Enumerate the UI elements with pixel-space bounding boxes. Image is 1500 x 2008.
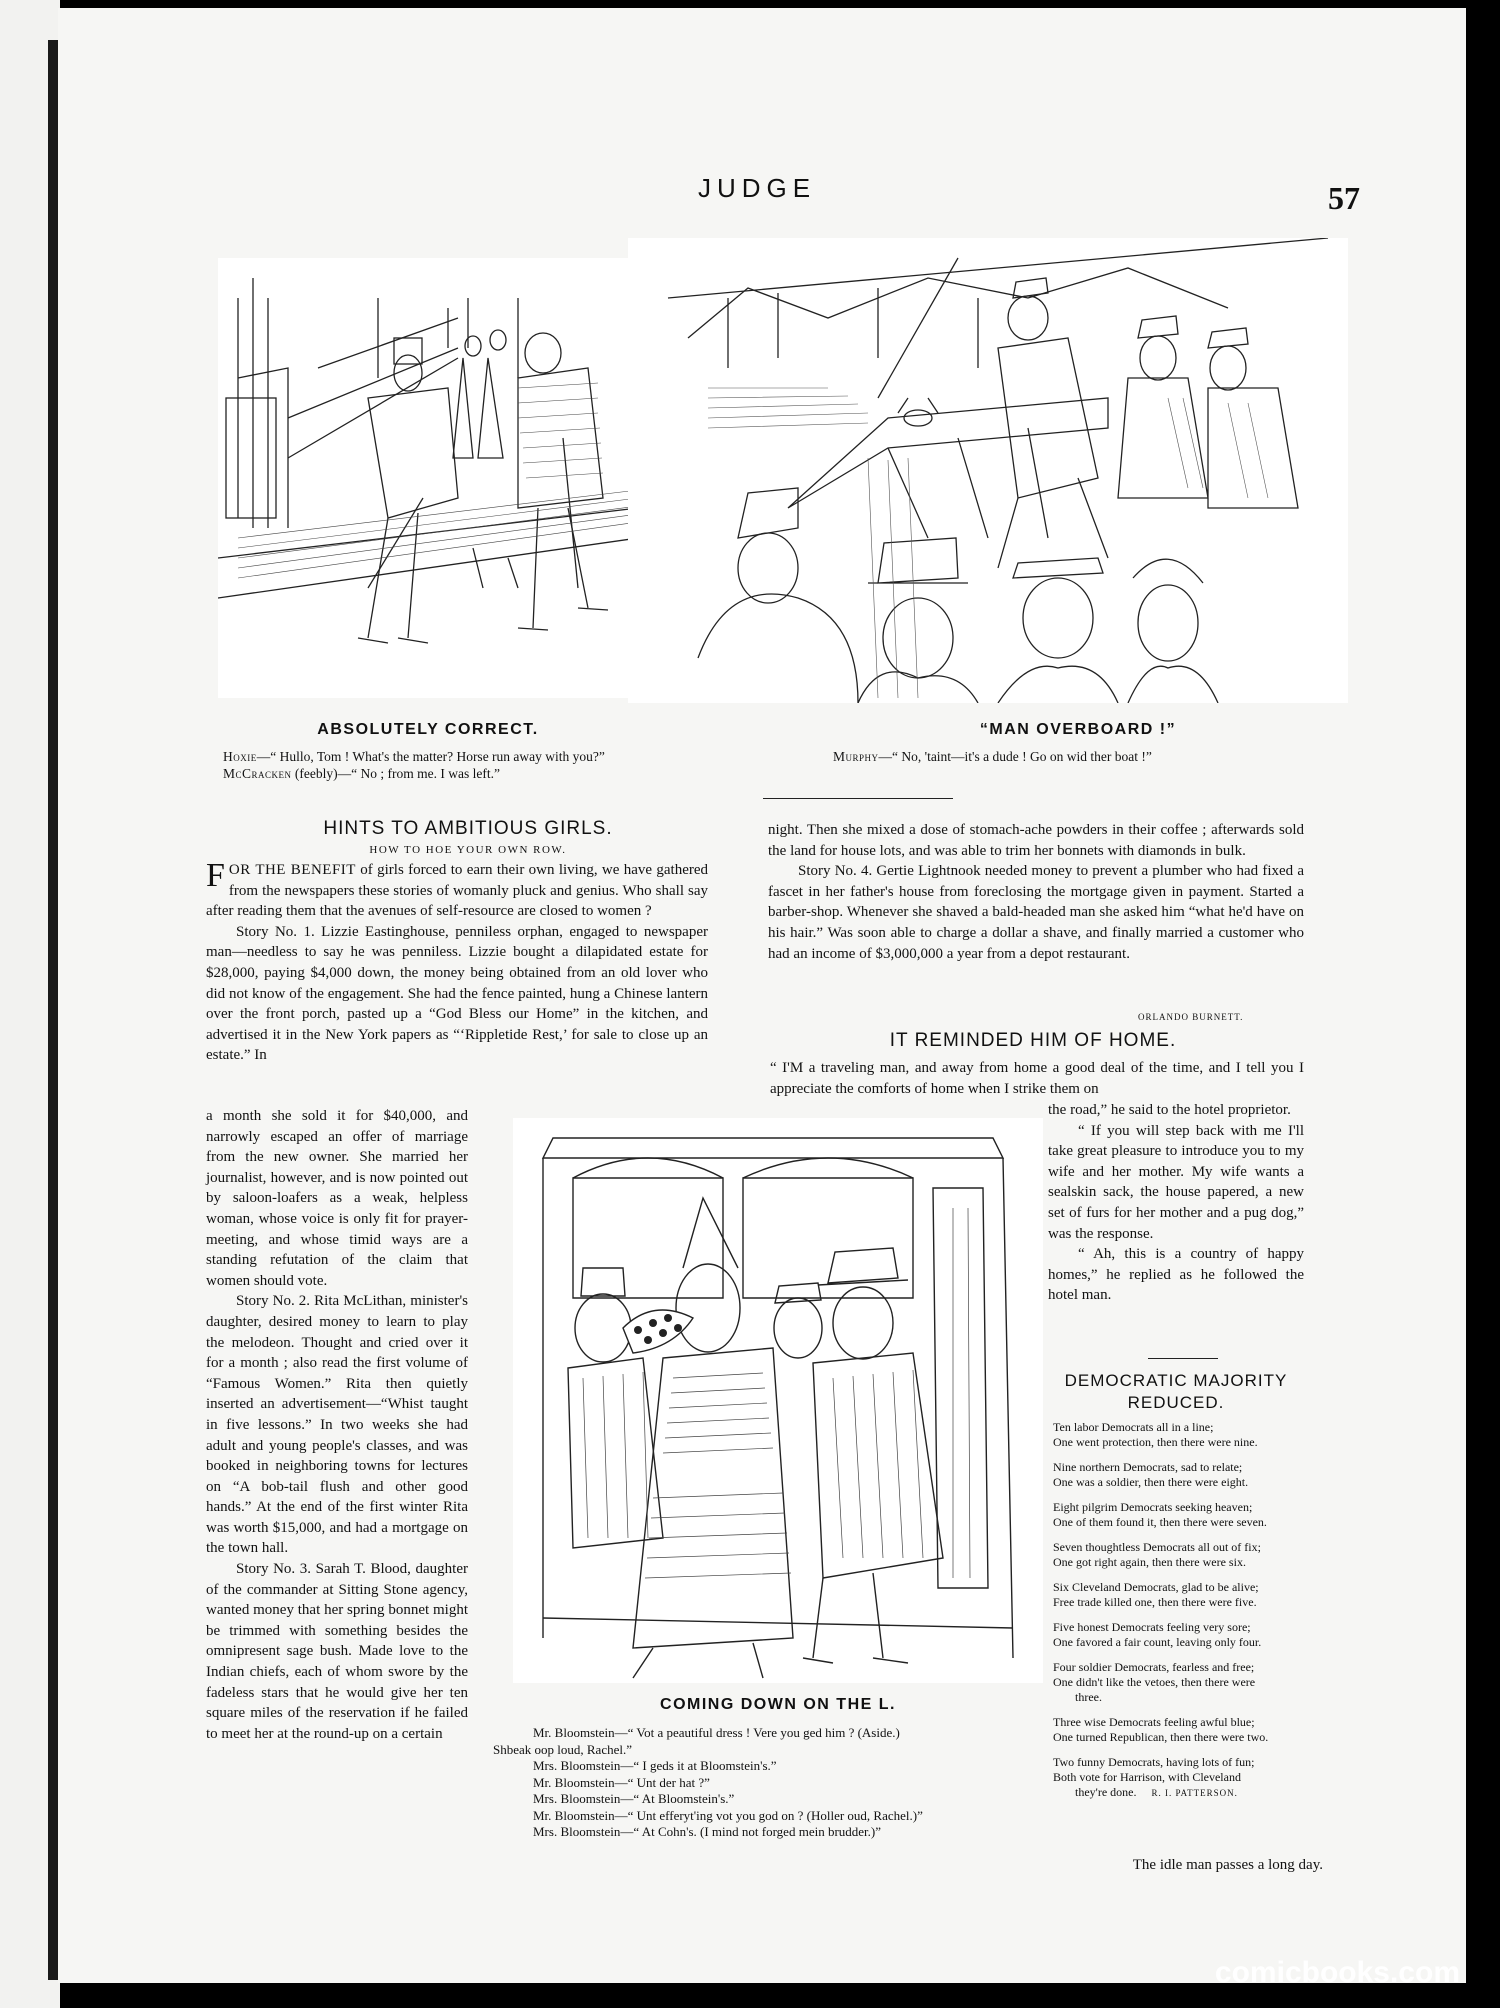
poem-stanza: Four soldier Democrats, fearless and free; One didn't like the vetoes, then there were three. [1053,1660,1256,1704]
hints-intro: FOR THE BENEFIT of girls forced to earn their own living, we have gathered from the newspapers these stories of womanly pluck and genius. Who shall say after reading them that the avenues of self-resource are closed to women ? [206,857,708,920]
poem-stanza: Five honest Democrats feeling very sore; One favored a fair count, leaving only four. [1053,1620,1262,1649]
poem-signature: R. I. PATTERSON. [1151,1788,1238,1798]
cartoon-absolutely-correct [218,258,638,698]
home-para-3: “ Ah, this is a country of happy homes,” he replied as he followed the hotel man. [1048,1246,1304,1304]
center-line-3: Mrs. Bloomstein—“ I geds it at Bloomstein's.” [533,1758,777,1773]
home-para-2: “ If you will step back with me I'll take great pleasure to introduce you to my wife and her mother. My wife wants a sealskin sack, the house papered, a new set of furs for her mother and a pug dog,” was the response. [1048,1122,1304,1242]
center-line-4: Mr. Bloomstein—“ Unt der hat ?” [533,1774,710,1790]
poem-body [1053,1420,1313,1811]
hints-story-2: Story No. 2. Rita McLithan, minister's daughter, desired money to learn to play the melodeon. Thought and cried over it for a month ; also read the first volume of “Famous Women.” Rita then quietly inserted an advertisement—“Whist taught in five lessons.” In two weeks she had adult and young people's classes, and was booked in neighboring towns for lectures on “A bob-tail flush and other good hands.” At the end of the first winter Rita was worth $15,000, and had a mortgage on the town hall. [206,1293,468,1557]
cartoon-right-dialogue: Murphy—“ No, 'taint—it's a dude ! Go on wid ther boat !” [833,749,1152,764]
cartoon-man-overboard [628,238,1348,703]
cartoon-left-line-1: Hoxie—“ Hullo, Tom ! What's the matter? Horse run away with you?” [223,749,605,764]
poem-stanza: Three wise Democrats feeling awful blue; One turned Republican, then there were two. [1053,1715,1269,1744]
poem-title-line-2: REDUCED. [1127,1393,1225,1412]
divider-rule [763,798,953,799]
watermark-logo: comicbooks.com [1214,1956,1460,1989]
hints-story-1: Story No. 1. Lizzie Eastinghouse, penniless orphan, engaged to newspaper man—needless to say he was penniless. Lizzie bought a dilapidated estate for $28,000, paying $4,000 down, the money being obtained from an old lover who did not know of the engagement. She had the fence painted, hung a Chinese lantern over the front porch, pasted up a “God Bless our Home” in the kitchen, and advertised it in the New York papers as “‘Rippletide Rest,’ for sale to close up an estate.” In [206,923,708,1064]
hints-subtitle: HOW TO HOE YOUR OWN ROW. [369,844,567,856]
cartoon-left-drawing [218,258,638,698]
poem-stanza: Nine northern Democrats, sad to relate; One was a soldier, then there were eight. [1053,1460,1249,1489]
home-title: IT REMINDED HIM OF HOME. [889,1030,1177,1051]
masthead: JUDGE [698,173,817,203]
filler-line: The idle man passes a long day. [1132,1857,1323,1873]
home-para-1: “ I'M a traveling man, and away from home a good deal of the time, and I tell you I appreciate the comforts of home when I strike them on [770,1060,1304,1097]
poem-title-line-1: DEMOCRATIC MAJORITY [1064,1371,1288,1390]
home-narrow-column [1048,1100,1304,1306]
magazine-page [58,8,1466,1983]
poem-stanza: Six Cleveland Democrats, glad to be alive; Free trade killed one, then there were five. [1053,1580,1259,1609]
cartoon-right-title: “MAN OVERBOARD !” [979,721,1177,738]
poem-stanza: Two funny Democrats, having lots of fun; Both vote for Harrison, with Cleveland they're done. R. I. PATTERSON. [1053,1755,1255,1799]
poem-top-rule [1148,1358,1218,1359]
poem-stanza: Eight pilgrim Democrats seeking heaven; One of them found it, then there were seven. [1053,1500,1267,1529]
center-line-6: Mr. Bloomstein—“ Unt efferyt'ing vot you god on ? (Holler oud, Rachel.)” [533,1807,923,1823]
cartoon-center-dialogue [493,1725,1053,1841]
hints-story-1-cont: a month she sold it for $40,000, and narrowly escaped an offer of marriage from the new owner. She married her journalist, however, and is now pointed out by saloon-loafers as a weak, helpless woman, whose voice is only fit for prayer-meeting, and whose timid ways are a standing refutation of the claim that women should vote. [206,1108,468,1289]
center-line-5: Mrs. Bloomstein—“ At Bloomstein's.” [533,1791,735,1806]
center-line-2: Shbeak oop loud, Rachel.” [493,1741,632,1757]
cartoon-left-line-2: McCracken (feebly)—“ No ; from me. I was left.” [223,766,500,781]
center-line-1: Mr. Bloomstein—“ Vot a peautiful dress ! Vere you ged him ? (Aside.) [533,1725,900,1740]
cartoon-coming-down-on-the-l [513,1118,1043,1683]
cartoon-center-drawing [513,1118,1043,1683]
hints-story-3-cont: night. Then she mixed a dose of stomach-ache powders in their coffee ; afterwards sold the land for house lots, and was able to trim her bonnets with diamonds in bulk. [768,822,1304,859]
center-line-7: Mrs. Bloomstein—“ At Cohn's. (I mind not forged mein brudder.)” [533,1824,882,1839]
hints-signature: ORLANDO BURNETT. [1138,1012,1244,1022]
poem-stanza: Ten labor Democrats all in a line; One went protection, then there were nine. [1053,1420,1258,1449]
hints-story-4: Story No. 4. Gertie Lightnook needed money to prevent a plumber who had fixed a fascet in her father's house from foreclosing the mortgage given in payment. Started a barber-shop. Whenever she shaved a bald-headed man she asked him “what he'd have on his hair.” Was soon able to charge a dollar a shave, and finally married a customer who had an income of $3,000,000 a year from a depot restaurant. [768,863,1304,962]
hints-story-3: Story No. 3. Sarah T. Blood, daughter of the commander at Sitting Stone agency, wanted money that her spring bonnet might be trimmed with something besides the omnipresent sage bush. Made love to the Indian chiefs, each of whom swore by the fadeless stars that he would give her ten square miles of the reservation if he failed to meet her at the round-up on a certain [206,1561,468,1742]
cartoon-left-title: ABSOLUTELY CORRECT. [317,721,539,738]
page-number: 57 [1328,180,1360,216]
poem-title [1048,1370,1304,1414]
hints-title: HINTS TO AMBITIOUS GIRLS. [323,818,613,839]
binding-edge [48,40,58,1980]
hints-right-column [768,820,1304,964]
hints-narrow-column [206,1106,468,1744]
cartoon-center-title: COMING DOWN ON THE L. [660,1696,896,1713]
cartoon-left-dialogue [223,748,663,782]
hints-intro-and-story1 [206,857,708,1066]
cartoon-right-drawing [628,238,1348,703]
home-para-1-cont: the road,” he said to the hotel proprietor. [1048,1102,1291,1118]
poem-stanza: Seven thoughtless Democrats all out of fix; One got right again, then there were six. [1053,1540,1261,1569]
